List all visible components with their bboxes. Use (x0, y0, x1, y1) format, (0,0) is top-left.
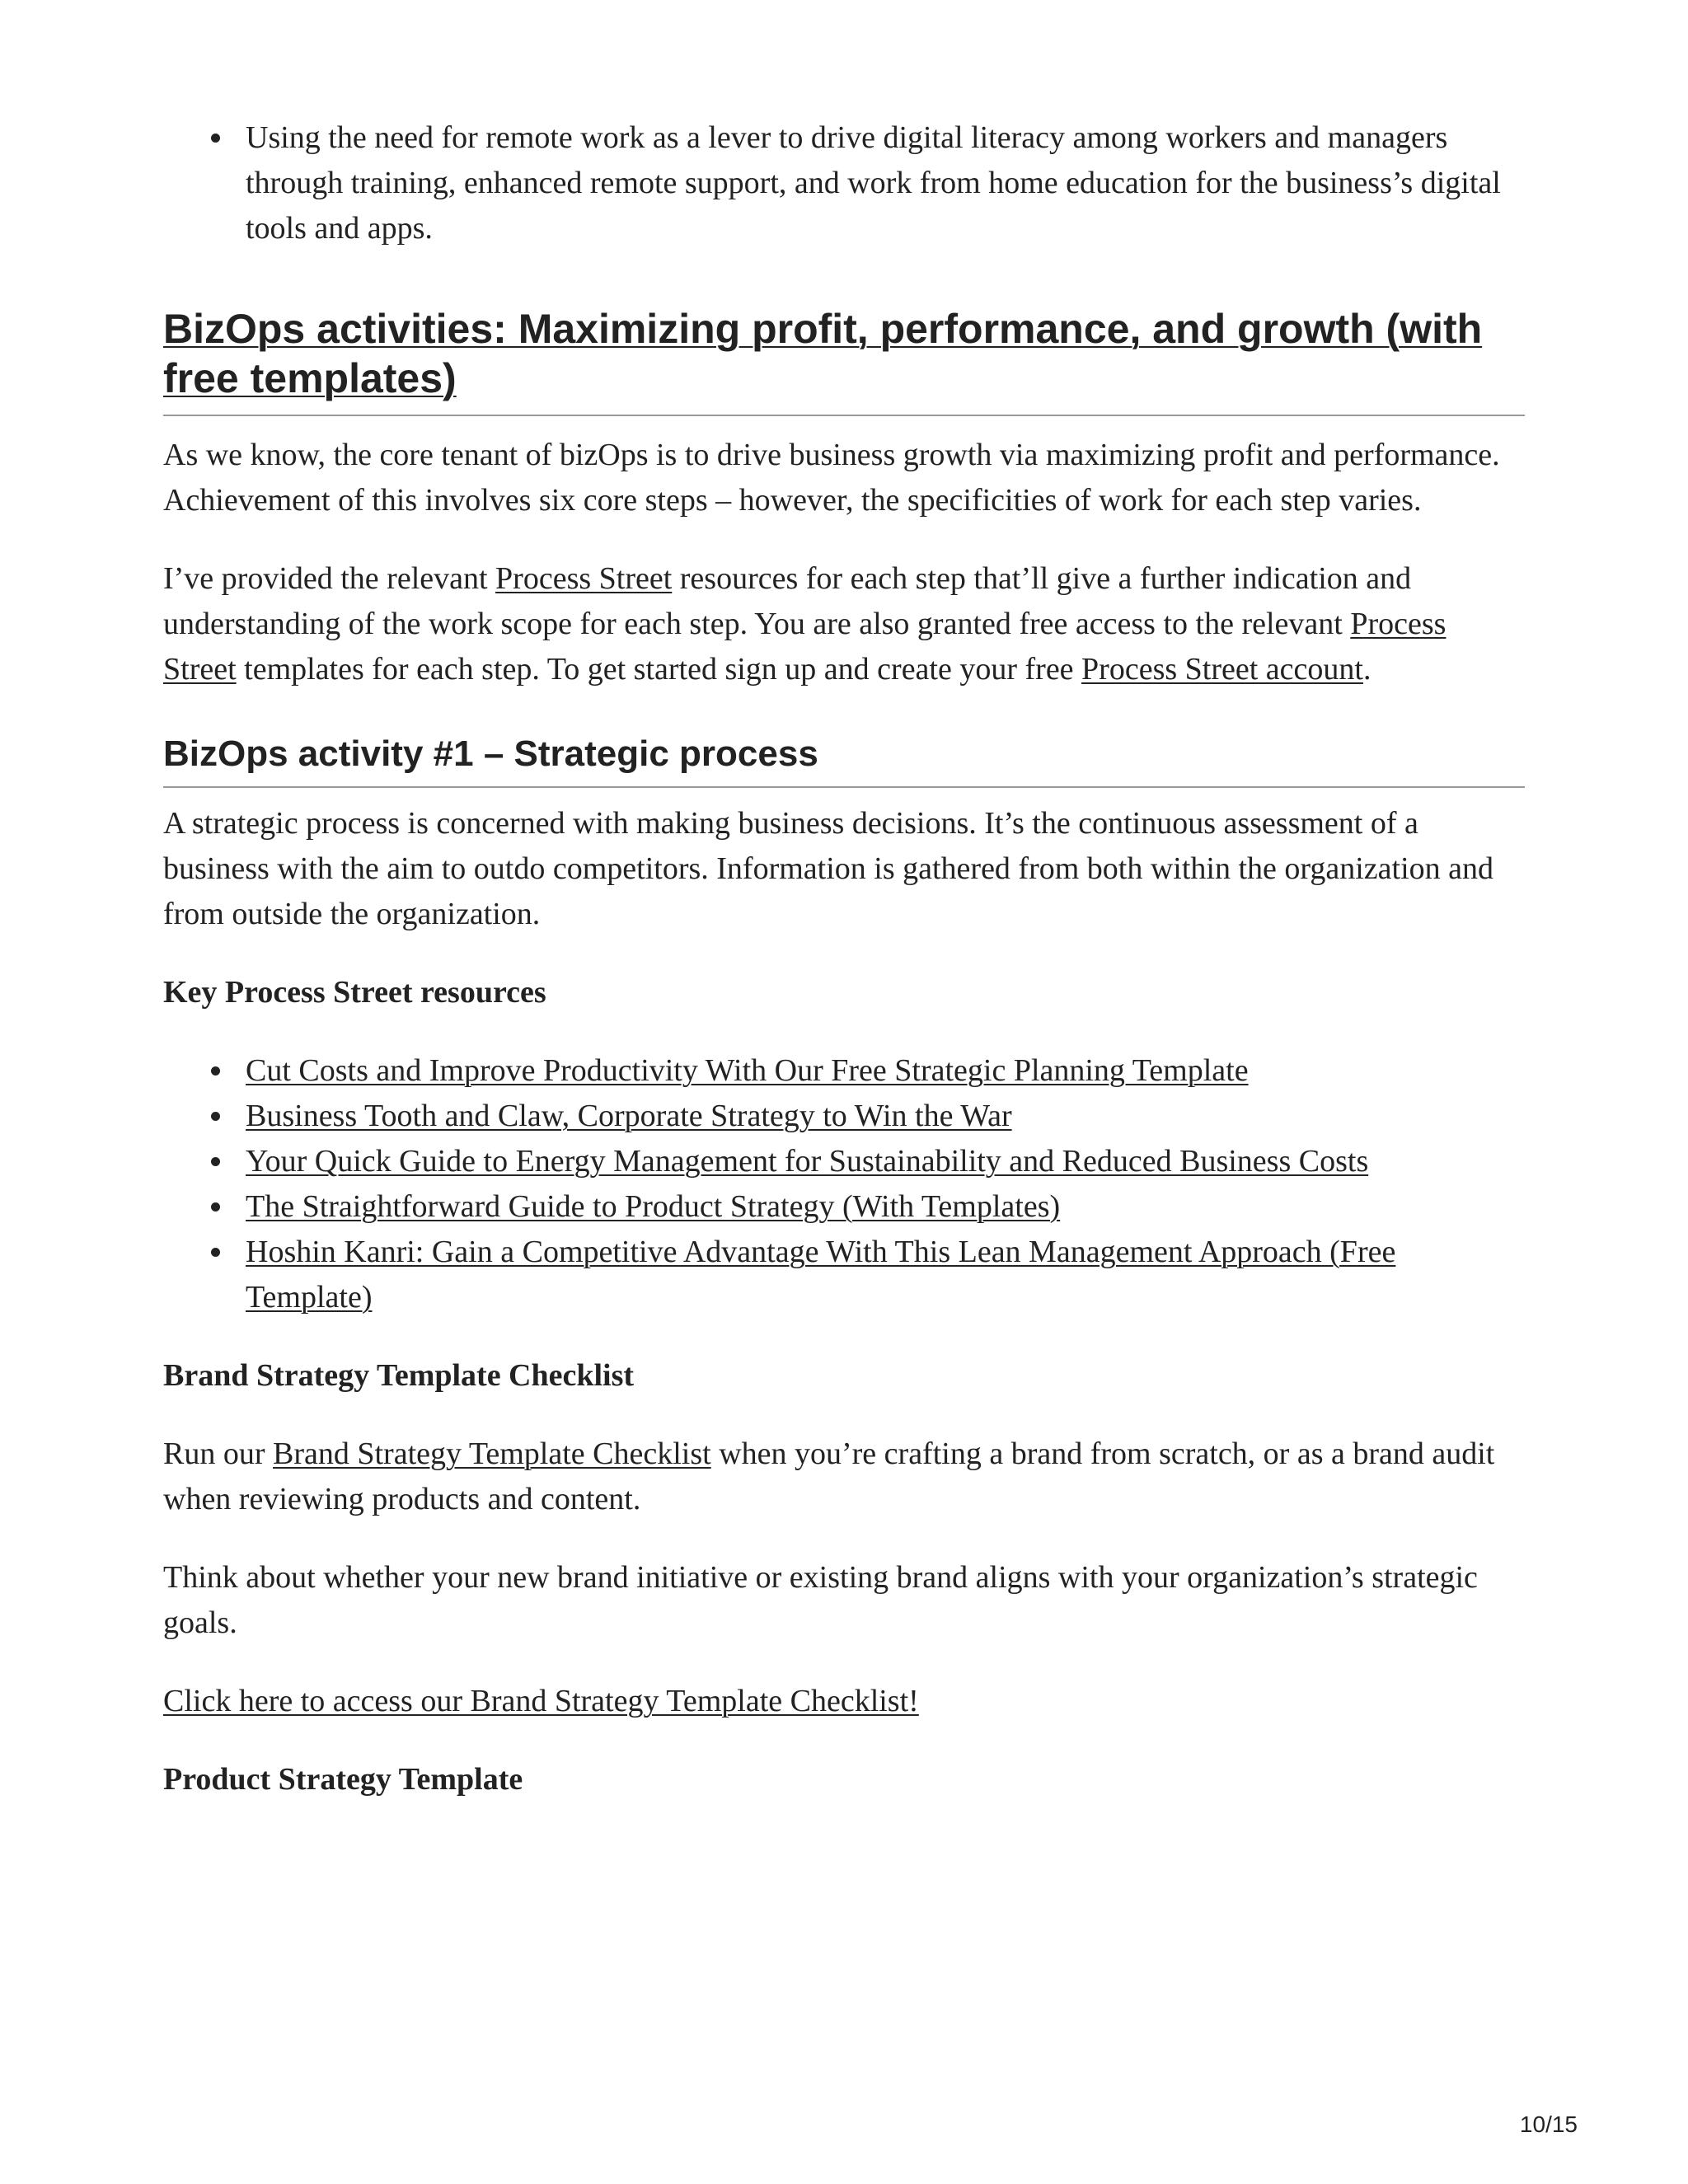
resources-heading: Key Process Street resources (163, 975, 546, 1010)
paragraph: Think about whether your new brand initiative or existing brand aligns with your organization’s strategic goals. (163, 1560, 1478, 1640)
list-item (246, 1048, 1525, 1094)
brand-checklist-cta-link[interactable]: Click here to access our Brand Strategy Template Checklist! (163, 1684, 919, 1718)
paragraph: As we know, the core tenant of bizOps is to drive business growth via maximizing profit and performance. Achievement of this involves six core steps – however, the specificities of work for each step varies. (163, 438, 1500, 518)
page-number: 10/15 (1519, 2111, 1578, 2137)
section-heading-link[interactable]: BizOps activities: Maximizing profit, performance, and growth (with free templates) (163, 306, 1483, 401)
product-heading: Product Strategy Template (163, 1762, 523, 1797)
paragraph: I’ve provided the relevant Process Street resources for each step that’ll give a further indication and understanding of the work scope for each step. You are also granted free access to the relevant Process Street templates for each step. To get started sign up and create your free Process Street account. (163, 561, 1447, 687)
resource-link[interactable]: Business Tooth and Claw, Corporate Strategy to Win the War (246, 1099, 1012, 1133)
list-item (246, 1184, 1525, 1230)
process-street-link[interactable]: Process Street (163, 607, 1447, 687)
resource-link[interactable]: The Straightforward Guide to Product Strategy (With Templates) (246, 1189, 1061, 1224)
paragraph (163, 1679, 1525, 1724)
process-street-account-link[interactable]: Process Street account (1081, 652, 1363, 687)
resource-link[interactable]: Hoshin Kanri: Gain a Competitive Advantage With This Lean Management Approach (Free Template) (246, 1235, 1396, 1315)
paragraph: A strategic process is concerned with making business decisions. It’s the continuous assessment of a business with the aim to outdo competitors. Information is gathered from both within the organization and from outside the organization. (163, 806, 1493, 931)
resources-list (163, 1048, 1525, 1320)
list-item: Using the need for remote work as a lever to drive digital literacy among workers and managers through training, enhanced remote support, and work from home education for the business’s digital tools and apps. (246, 115, 1525, 251)
process-street-link[interactable]: Process Street (495, 561, 673, 596)
section-heading[interactable] (163, 304, 1525, 416)
list-item (246, 1094, 1525, 1139)
list-item (246, 1230, 1525, 1320)
brand-heading: Brand Strategy Template Checklist (163, 1358, 635, 1393)
resource-link[interactable]: Your Quick Guide to Energy Management for Sustainability and Reduced Business Costs (246, 1144, 1369, 1179)
intro-bullet-list (163, 115, 1525, 251)
brand-checklist-link[interactable]: Brand Strategy Template Checklist (273, 1436, 711, 1471)
list-item (246, 1139, 1525, 1184)
resource-link[interactable]: Cut Costs and Improve Productivity With Our Free Strategic Planning Template (246, 1053, 1249, 1088)
activity-heading: BizOps activity #1 – Strategic process (163, 732, 1525, 788)
paragraph: Run our Brand Strategy Template Checklist when you’re crafting a brand from scratch, or as a brand audit when reviewing products and content. (163, 1436, 1495, 1516)
document-page (163, 115, 1525, 1802)
